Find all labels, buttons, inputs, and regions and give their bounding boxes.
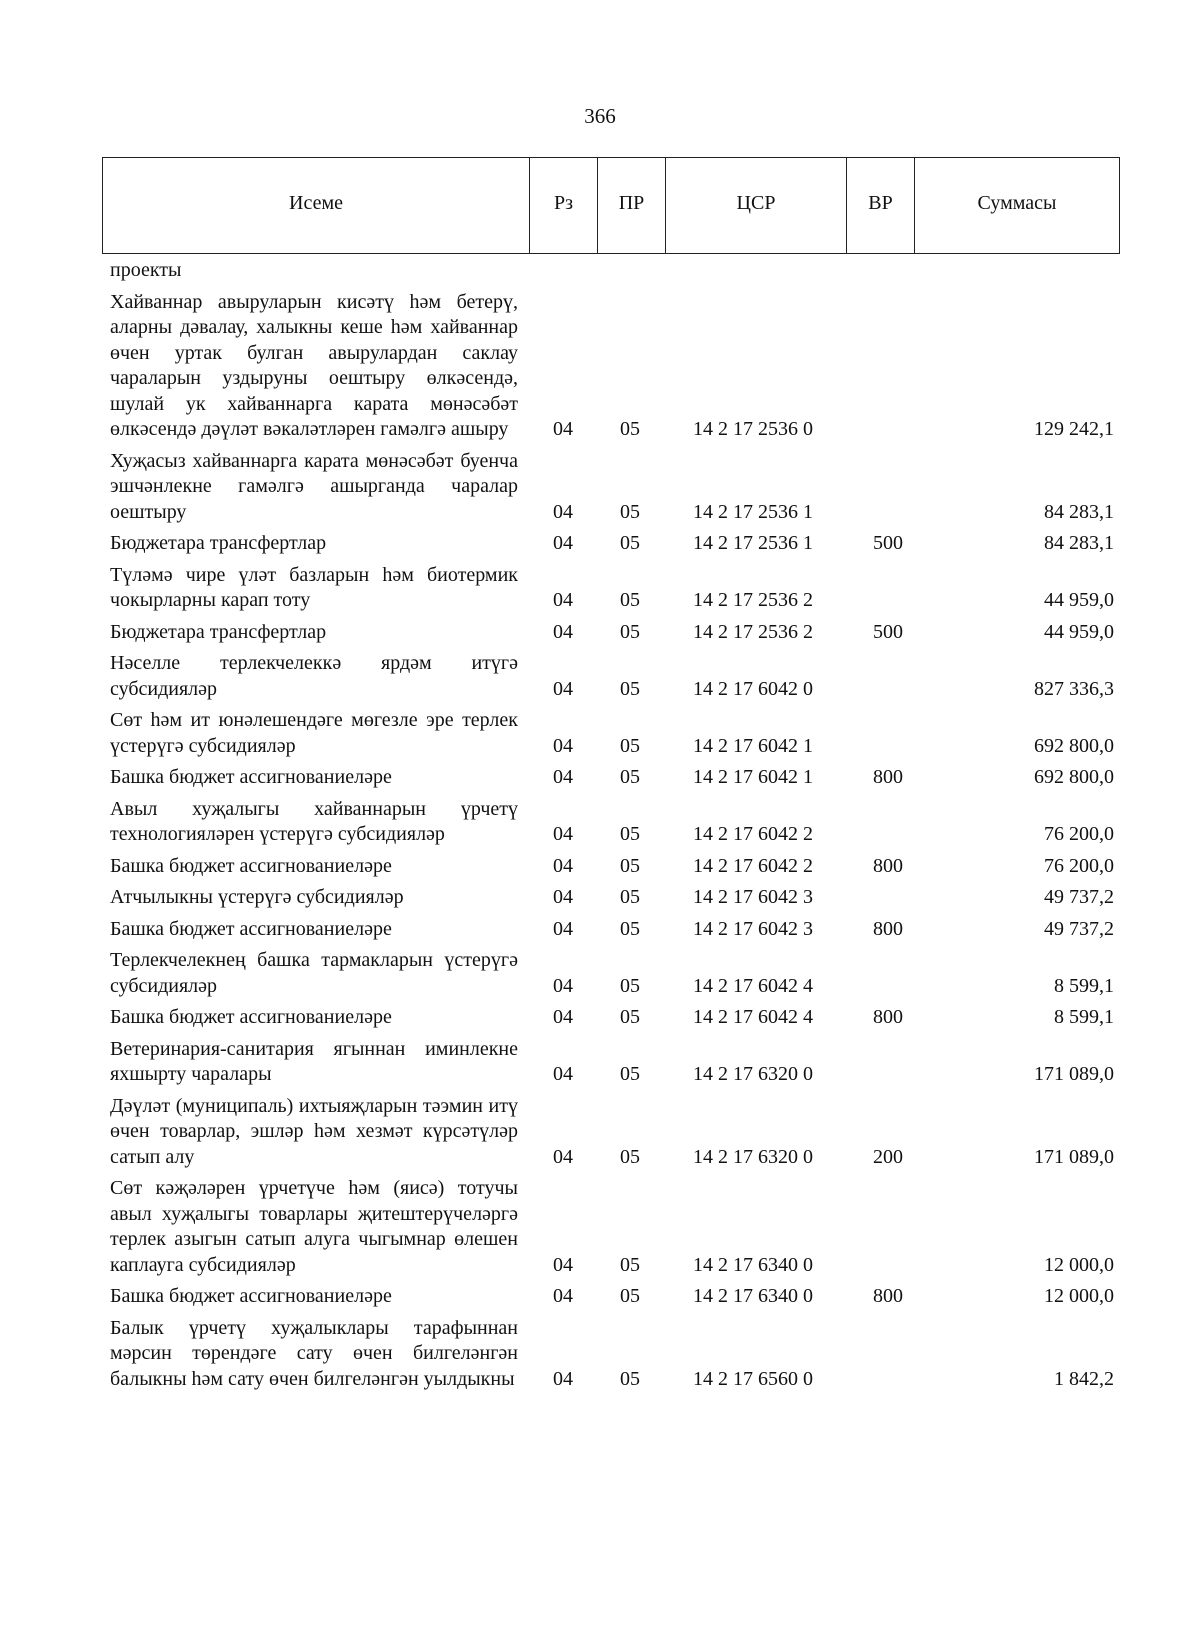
row-rz: 04 [553, 677, 573, 700]
row-name: Башка бюджет ассигнованиеләре [110, 1285, 392, 1307]
row-rz: 04 [553, 418, 573, 440]
row-rz: 04 [553, 532, 573, 554]
row-pr: 05 [620, 1006, 640, 1028]
row-rz: 04 [553, 589, 573, 611]
row-name: Ветеринария-санитария ягыннан иминлекне яхшырту чаралары [110, 1037, 518, 1085]
row-rz: 04 [553, 1253, 573, 1276]
table-body [0, 258, 1200, 1398]
row-csr: 14 2 17 6560 0 [693, 1367, 813, 1390]
row-sum: 44 959,0 [1044, 620, 1114, 643]
row-sum: 8 599,1 [1054, 1006, 1114, 1028]
row-sum: 76 200,0 [1044, 854, 1114, 877]
header-rz: Рз [530, 158, 598, 253]
table-row [0, 1037, 1200, 1088]
row-name: проекты [110, 259, 182, 281]
row-csr: 14 2 17 6042 3 [693, 917, 813, 940]
table-row [0, 651, 1200, 702]
row-pr: 05 [620, 854, 640, 877]
row-pr: 05 [620, 620, 640, 643]
row-rz: 04 [553, 766, 573, 788]
row-sum: 171 089,0 [1034, 1145, 1114, 1168]
row-name: Башка бюджет ассигнованиеләре [110, 917, 392, 940]
row-rz: 04 [553, 886, 573, 908]
row-rz: 04 [553, 500, 573, 523]
row-pr: 05 [620, 974, 640, 997]
page-number: 366 [584, 104, 616, 128]
row-csr: 14 2 17 2536 1 [693, 500, 813, 523]
table-row [0, 1316, 1200, 1393]
row-rz: 04 [553, 917, 573, 940]
row-csr: 14 2 17 6042 2 [693, 854, 813, 877]
row-rz: 04 [553, 734, 573, 757]
table-row [0, 708, 1200, 759]
row-csr: 14 2 17 6320 0 [693, 1063, 813, 1085]
row-csr: 14 2 17 2536 2 [693, 589, 813, 611]
row-rz: 04 [553, 854, 573, 877]
row-name: Бюджетара трансфертлар [110, 620, 327, 643]
row-csr: 14 2 17 6042 0 [693, 677, 813, 700]
row-vr: 800 [873, 766, 903, 788]
row-csr: 14 2 17 6320 0 [693, 1145, 813, 1168]
row-csr: 14 2 17 6042 4 [693, 974, 813, 997]
row-name: Хуҗасыз хайваннарга карата мөнәсәбәт буенча эшчәнлекне гамәлгә ашырганда чаралар оештыру [110, 449, 518, 523]
row-pr: 05 [620, 500, 640, 523]
row-pr: 05 [620, 418, 640, 440]
row-sum: 76 200,0 [1044, 823, 1114, 845]
row-name: Башка бюджет ассигнованиеләре [110, 854, 392, 877]
row-rz: 04 [553, 1285, 573, 1307]
header-name: Исеме [103, 158, 530, 253]
row-pr: 05 [620, 766, 640, 788]
row-sum: 692 800,0 [1034, 734, 1114, 757]
row-sum: 827 336,3 [1034, 677, 1114, 700]
row-csr: 14 2 17 2536 2 [693, 620, 813, 643]
row-sum: 129 242,1 [1034, 418, 1114, 440]
table-header [102, 157, 1120, 254]
row-csr: 14 2 17 2536 0 [693, 418, 813, 440]
table-row [0, 1094, 1200, 1171]
table-row [0, 948, 1200, 999]
table-row [0, 1284, 1200, 1310]
row-vr: 500 [873, 620, 903, 643]
row-csr: 14 2 17 2536 1 [693, 532, 813, 554]
row-pr: 05 [620, 1145, 640, 1168]
table-row [0, 1176, 1200, 1278]
row-rz: 04 [553, 823, 573, 845]
row-name: Атчылыкны үстерүгә субсидияләр [110, 886, 404, 908]
row-sum: 49 737,2 [1044, 917, 1114, 940]
row-pr: 05 [620, 589, 640, 611]
header-vr: ВР [847, 158, 915, 253]
row-pr: 05 [620, 917, 640, 940]
row-name: Сөт һәм ит юнәлешендәге мөгезле эре терлек үстерүгә субсидияләр [110, 709, 518, 757]
row-csr: 14 2 17 6042 2 [693, 823, 813, 845]
row-name: Сөт кәҗәләрен үрчетүче һәм (яисә) тотучы авыл хуҗалыгы товарлары җитештерүчеләргә терлек азыгын сатып алуга чыгымнар өлешен каплауга субсидияләр [110, 1177, 518, 1276]
row-sum: 84 283,1 [1044, 532, 1114, 554]
row-vr: 800 [873, 1285, 903, 1307]
row-csr: 14 2 17 6340 0 [693, 1285, 813, 1307]
row-pr: 05 [620, 532, 640, 554]
row-sum: 49 737,2 [1044, 886, 1114, 908]
row-name: Башка бюджет ассигнованиеләре [110, 766, 392, 788]
row-name: Хайваннар авыруларын кисәтү һәм бетерү, аларны дәвалау, халыкны кеше һәм хайваннар өчен уртак булган авырулардан саклау чараларын уздыруны оештыру өлкәсендә, шулай ук хайваннарга карата мөнәсәбәт өлкәсендә дәүләт вәкаләтләрен гамәлгә ашыру [110, 290, 518, 440]
table-row [0, 765, 1200, 791]
row-name: Түләмә чире үләт базларын һәм биотермик чокырларны карап тоту [110, 563, 518, 611]
row-sum: 44 959,0 [1044, 589, 1114, 611]
row-name: Терлекчелекнең башка тармакларын үстерүгә субсидияләр [110, 949, 518, 997]
row-rz: 04 [553, 620, 573, 643]
row-name: Авыл хуҗалыгы хайваннарын үрчетү технологияләрен үстерүгә субсидияләр [110, 797, 518, 845]
row-sum: 84 283,1 [1044, 500, 1114, 523]
table-row [0, 290, 1200, 443]
row-rz: 04 [553, 1145, 573, 1168]
row-name: Башка бюджет ассигнованиеләре [110, 1006, 392, 1028]
table-row [0, 449, 1200, 526]
row-pr: 05 [620, 1285, 640, 1307]
row-pr: 05 [620, 886, 640, 908]
row-name: Нәселле терлекчелеккә ярдәм итүгә субсидияләр [110, 652, 518, 700]
table-row [0, 620, 1200, 646]
row-sum: 1 842,2 [1054, 1367, 1114, 1390]
table-row [0, 917, 1200, 943]
table-row [0, 854, 1200, 880]
table-row [0, 563, 1200, 614]
row-vr: 800 [873, 1006, 903, 1028]
row-pr: 05 [620, 734, 640, 757]
row-sum: 12 000,0 [1044, 1285, 1114, 1307]
row-sum: 12 000,0 [1044, 1253, 1114, 1276]
row-pr: 05 [620, 823, 640, 845]
row-pr: 05 [620, 677, 640, 700]
row-csr: 14 2 17 6042 3 [693, 886, 813, 908]
header-pr: ПР [598, 158, 666, 253]
table-row [0, 258, 1200, 284]
header-csr: ЦСР [666, 158, 847, 253]
table-row [0, 797, 1200, 848]
row-csr: 14 2 17 6042 1 [693, 766, 813, 788]
row-rz: 04 [553, 974, 573, 997]
row-vr: 800 [873, 854, 903, 877]
table-row [0, 885, 1200, 911]
row-vr: 500 [873, 532, 903, 554]
header-sum: Суммасы [977, 192, 1057, 214]
table-row [0, 1005, 1200, 1031]
row-vr: 800 [873, 917, 903, 940]
table-row [0, 531, 1200, 557]
row-sum: 171 089,0 [1034, 1063, 1114, 1085]
row-rz: 04 [553, 1006, 573, 1028]
row-vr: 200 [873, 1145, 903, 1168]
row-name: Балык үрчетү хуҗалыклары тарафыннан мәрсин төрендәге сату өчен билгеләнгән балыкны һәм сату өчен билгеләнгән уылдыкны [110, 1316, 518, 1390]
row-name: Дәүләт (муниципаль) ихтыяҗларын тәэмин итү өчен товарлар, эшләр һәм хезмәт күрсәтүләр сатып алу [110, 1094, 518, 1168]
row-csr: 14 2 17 6042 1 [693, 734, 813, 757]
row-sum: 692 800,0 [1034, 766, 1114, 788]
row-pr: 05 [620, 1063, 640, 1085]
row-rz: 04 [553, 1367, 573, 1390]
row-sum: 8 599,1 [1054, 974, 1114, 997]
row-pr: 05 [620, 1367, 640, 1390]
row-name: Бюджетара трансфертлар [110, 532, 327, 554]
row-pr: 05 [620, 1253, 640, 1276]
row-csr: 14 2 17 6340 0 [693, 1253, 813, 1276]
row-csr: 14 2 17 6042 4 [693, 1006, 813, 1028]
row-rz: 04 [553, 1063, 573, 1085]
